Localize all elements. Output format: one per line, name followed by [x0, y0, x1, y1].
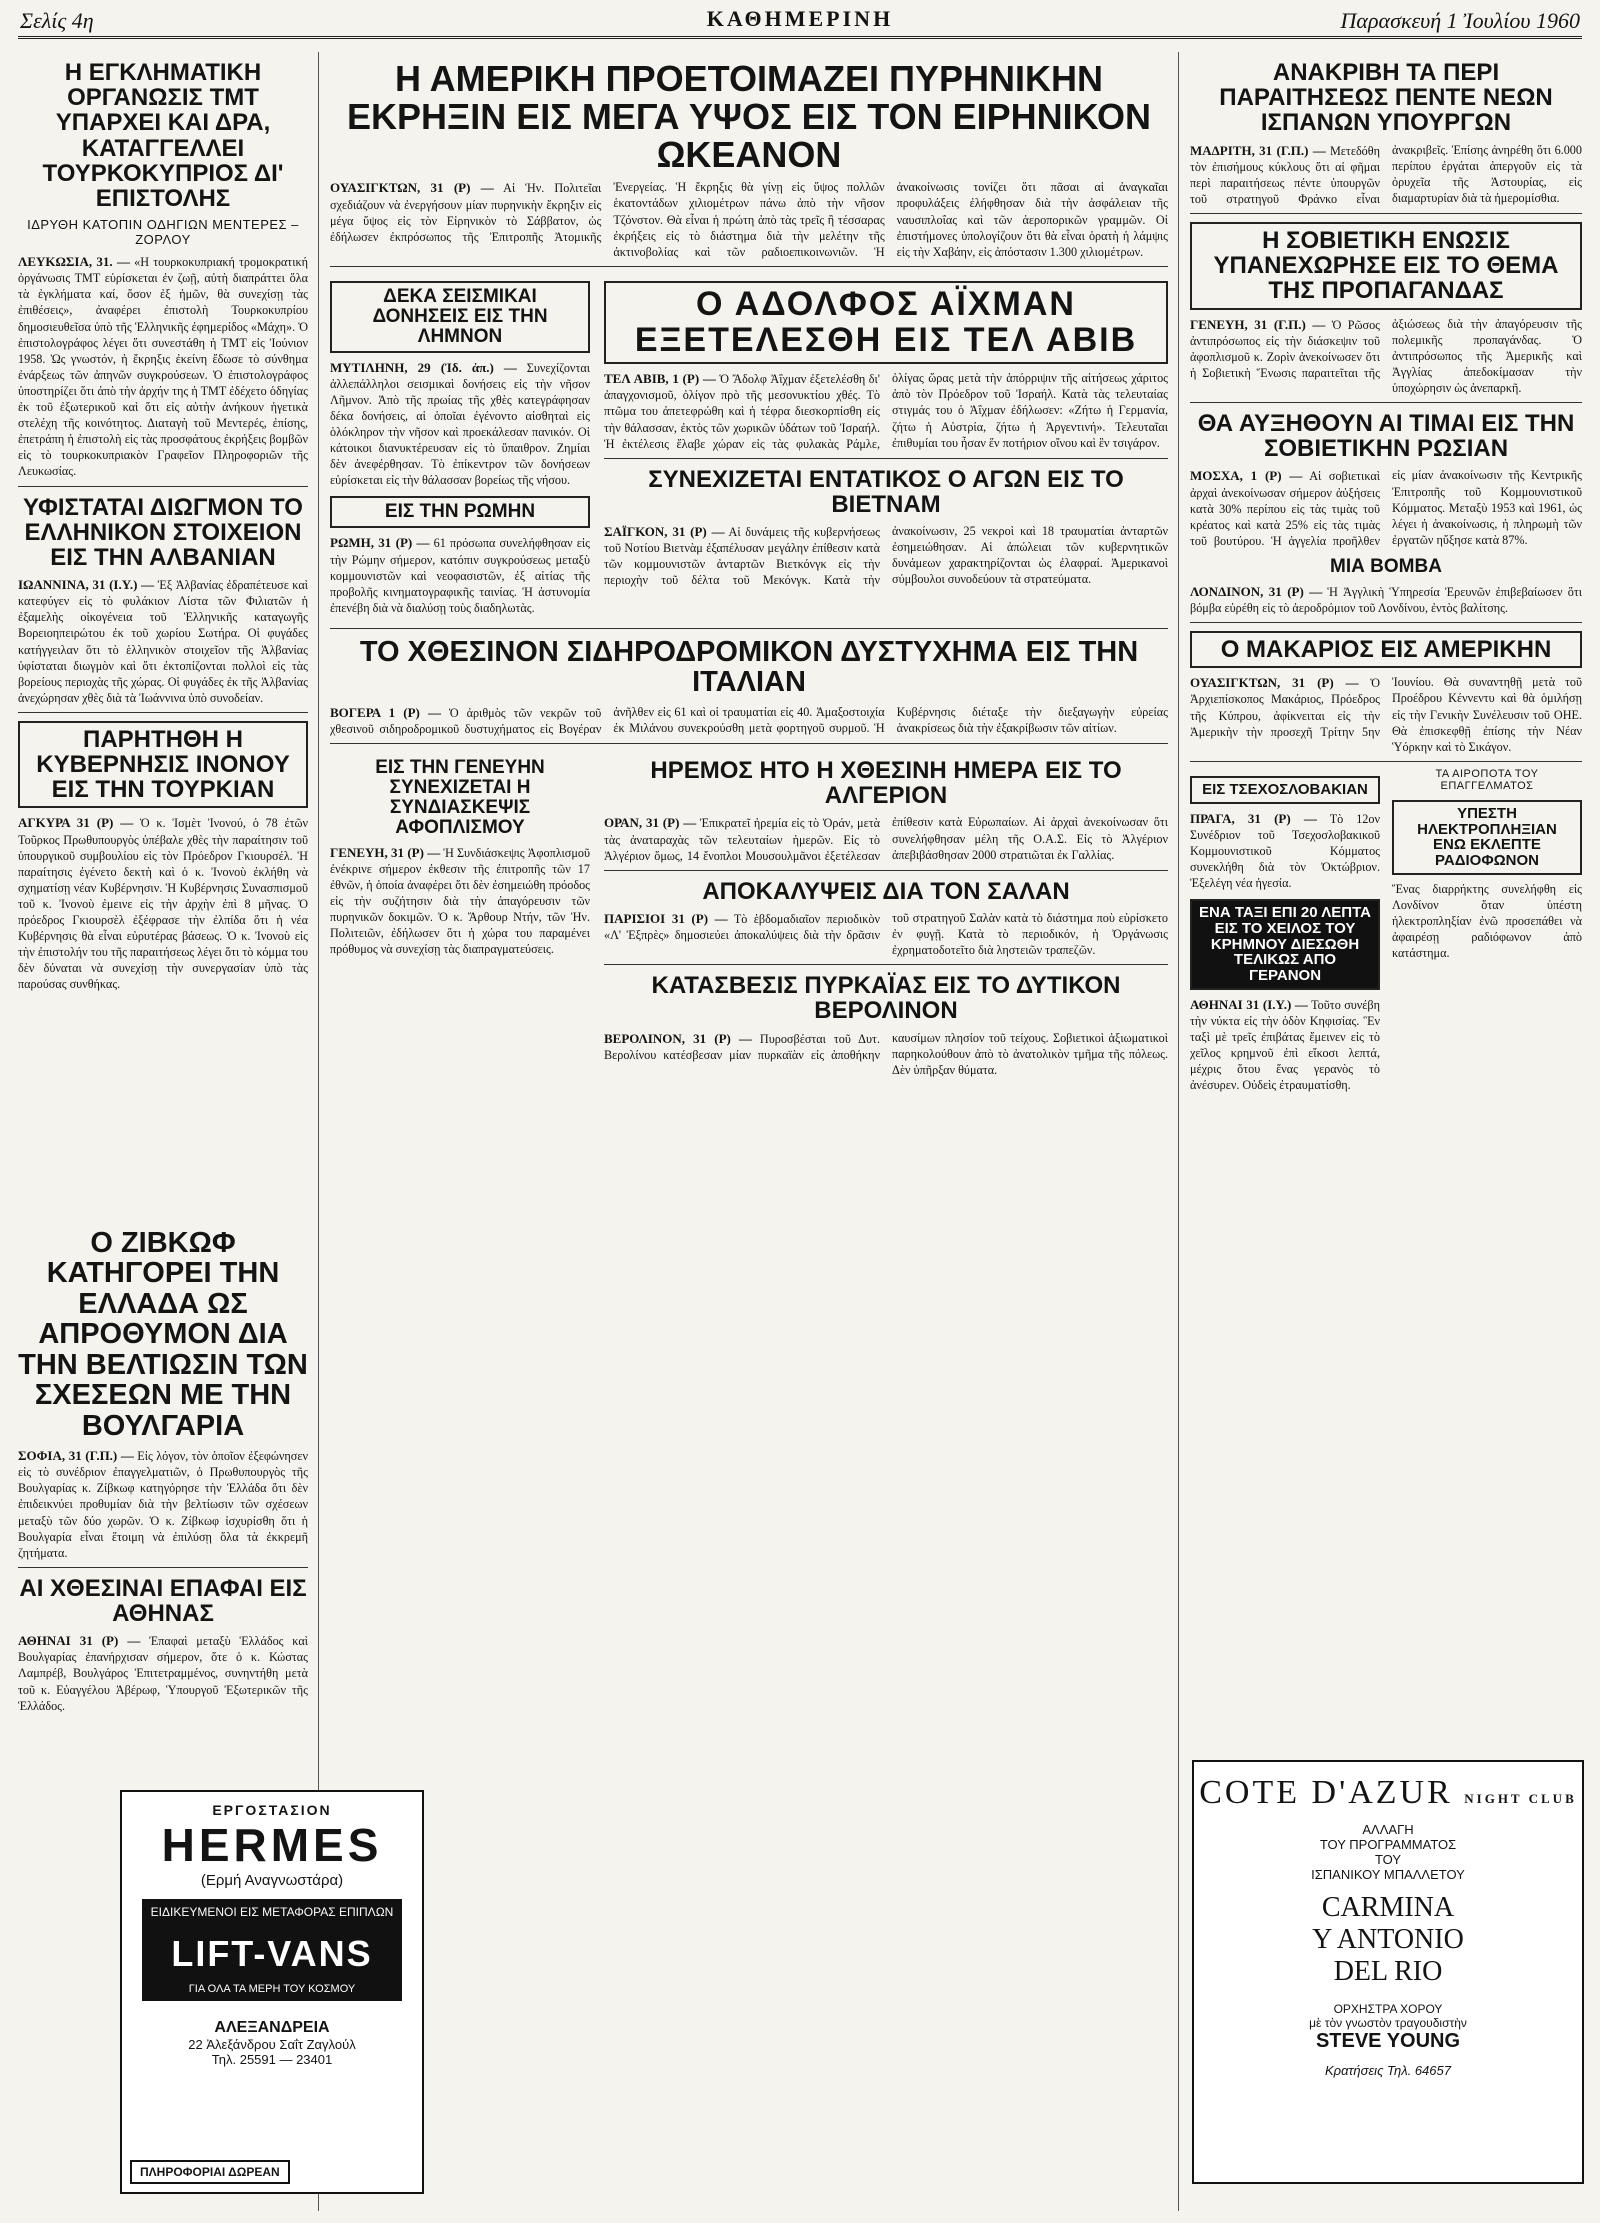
article-text: Αἱ δυνάμεις τῆς κυβερνήσεως τοῦ Νοτίου Βιετνὰμ ἐξαπέλυσαν μεγάλην ἐπίθεσιν κατὰ τῶν κομμουνιστῶν ἀνταρτῶν Βιετκόνγκ εἰς τὴν περιοχὴν τοῦ δέλτα τοῦ Μεκόνγκ. Κατὰ τὴν ἀνακοίνωσιν, 25 νεκροὶ καὶ 18 τραυματίαι ἀνταρτῶν ἐσημειώθησαν. Αἱ ἀπώλειαι τῶν κυβερνητικῶν δυνάμεων χαρακτηρίζονται ὡς ἐλαφραί. Ἀμερικανοὶ σύμβουλοι συνοδεύουν τὰ στρατεύματα. — [604, 524, 1168, 588]
ad-cote-line3: ΤΟΥ — [1374, 1852, 1402, 1867]
article-body — [604, 814, 1168, 863]
article-text: Ὁ Ἄδολφ Ἀΐχμαν ἐξετελέσθη δι' ἀπαγχονισμοῦ, ὀλίγον πρὸ τῆς μεσονυκτίου χθές. Τὸ πτῶμα του ἀπετεφρώθη καὶ ἡ τέφρα διεσκορπίσθη εἰς τὴν θάλασσαν, ἐκτὸς τῶν χωρικῶν ὑδάτων τοῦ Ἰσραήλ. Ἡ ἐκτέλεσις ἔλαβε χώραν εἰς τὰς φυλακὰς Ράμλε, ὀλίγας ὥρας μετὰ τὴν ἀπόρριψιν τῆς αἰτήσεως χάριτος ἀπὸ τὸν Πρόεδρον τοῦ Ἰσραήλ. Κατὰ τὰς τελευταίας στιγμάς του ὁ Ἀΐχμαν ἐδήλωσεν: «Ζήτω ἡ Γερμανία, ζήτω ἡ Αὐστρία, ζήτω ἡ Ἀργεντινή». Τελευταῖαι ἐπιθυμίαι του ἦσαν ἕν ποτήριον οἴνου καὶ ἓν τσιγάρον. — [604, 371, 1168, 451]
dateline: ΛΕΥΚΩΣΙΑ, 31. — — [18, 254, 131, 270]
headline: Ο ΜΑΚΑΡΙΟΣ ΕΙΣ ΑΜΕΡΙΚΗΝ — [1190, 631, 1582, 668]
headline: Ο ΖΙΒΚΩΦ ΚΑΤΗΓΟΡΕΙ ΤΗΝ ΕΛΛΑΔΑ ΩΣ ΑΠΡΟΘΥΜΟΝ ΔΙΑ ΤΗΝ ΒΕΛΤΙΩΣΙΝ ΤΩΝ ΣΧΕΣΕΩΝ ΜΕ ΤΗΝ ΒΟΥΛΓΑΡΙΑ — [18, 1227, 308, 1442]
ad-hermes-city: ΑΛΕΞΑΝΔΡΕΙΑ — [214, 2019, 330, 2036]
article-body — [330, 704, 1168, 737]
ad-cote-line2: ΤΟΥ ΠΡΟΓΡΑΜΜΑΤΟΣ — [1319, 1837, 1457, 1852]
article-salan — [604, 879, 1168, 958]
right-left-stack — [1190, 768, 1380, 1100]
ad-cote-reservations: Κρατήσεις Τηλ. 64657 — [1325, 2063, 1451, 2078]
dateline: ΣΟΦΙΑ, 31 (Γ.Π.) — — [18, 1448, 134, 1464]
dateline: ΟΥΑΣΙΓΚΤΩΝ, 31 (Ρ) — — [1190, 675, 1359, 691]
dateline: ΟΡΑΝ, 31 (Ρ) — — [604, 815, 697, 831]
dateline: ΒΟΓΕΡΑ 1 (Ρ) — — [330, 704, 442, 720]
article-body — [604, 370, 1168, 452]
article-text: Αἱ Ἡν. Πολιτεῖαι σχεδιάζουν νὰ ἐνεργήσουν μίαν πυρηνικὴν ἔκρηξιν εἰς μέγα ὕψος εἰς τὸν Εἰρηνικὸν τὸ Σάββατον, ὡς ἐδήλωσεν ἐκπρόσωπος τῆς Ἐπιτροπῆς Ἀτομικῆς Ἐνεργείας. Ἡ ἔκρηξις θὰ γίνῃ εἰς ὕψος πολλῶν ἑκατοντάδων χιλιομέτρων πάνω ἀπὸ τὴν νῆσον Τζόνστον. Θὰ εἶναι ἡ πρώτη ἀπὸ τὰς τρεῖς ἢ τέσσαρας ἐκρήξεις εἰς τὸ διάστημα διὰ τὴν μελέτην τῆς ἀκτινοβολίας καὶ τῶν ραδιοεπικοινωνιῶν. Ἡ ἀνακοίνωσις τονίζει ὅτι πᾶσαι αἱ ἀναγκαῖαι προφυλάξεις ἐλήφθησαν διὰ τὴν ἀσφάλειαν τῆς ναυσιπλοΐας καὶ τῶν ἀεροπορικῶν γραμμῶν. Οἱ ἐπιστήμονες ὑπολογίζουν ὅτι θὰ εἶναι ὁρατὴ ἡ λάμψις εἰς τὴν Χαβάην, εἰς ἀπόστασιν 1.300 χιλιομέτρων. — [330, 180, 1168, 259]
dateline: ΙΩΑΝΝΙΝΑ, 31 (Ι.Υ.) — — [18, 577, 155, 593]
headline: ΑΝΑΚΡΙΒΗ ΤΑ ΠΕΡΙ ΠΑΡΑΙΤΗΣΕΩΣ ΠΕΝΤΕ ΝΕΩΝ ΙΣΠΑΝΩΝ ΥΠΟΥΡΓΩΝ — [1219, 59, 1553, 137]
article-text: Ὁ κ. Ἰσμὲτ Ἰνονού, ὁ 78 ἐτῶν Τοῦρκος Πρωθυπουργὸς ὑπέβαλε χθὲς τὴν παραίτησιν τοῦ ὑπουργικοῦ συμβουλίου εἰς τὸν Πρόεδρον Γκιουρσέλ. Ἡ παραίτησις ἐγένετο δεκτὴ καὶ ὁ κ. Ἰνονοὺ ἐκλήθη νὰ σχηματίσῃ νέαν Κυβέρνησιν. Ἡ Κυβέρνησις Συνασπισμοῦ τοῦ κ. Ἰνονοὺ ἐμεινε εἰς τὴν ἀρχὴν ἐπὶ 8 μῆνας. Ὁ πρόεδρος Γκιουρσὲλ ἐξέφρασε τὴν ἐλπίδα ὅτι ἡ νέα Κυβέρνησις θὰ εἶναι εὐρυτέρας βάσεως. Ὁ κ. Ἰνονοὺ εἰς τὴν ἐπιστολήν του τῆς παραιτήσεως λέγει ὅτι τὸ κόμμα του δὲν δύναται νὰ συνεχίσῃ τὴν συνεργασίαν ὑπὸ τὰς παρούσας συνθήκας. — [18, 816, 308, 992]
article-berlin-fire — [604, 973, 1168, 1078]
article-lemnos — [330, 281, 590, 489]
ad-hermes-kicker: ΕΡΓΟΣΤΑΣΙΟΝ — [212, 1802, 332, 1818]
column-rule — [1178, 52, 1179, 2211]
dateline: ΜΟΣΧΑ, 1 (Ρ) — — [1190, 468, 1303, 484]
article-bomb — [1190, 557, 1582, 616]
headline: ΑΙ ΧΘΕΣΙΝΑΙ ΕΠΑΦΑΙ ΕΙΣ ΑΘΗΝΑΣ — [19, 1574, 307, 1627]
article-zhivkov — [18, 1228, 308, 1561]
article-body — [604, 910, 1168, 958]
folio-page-number: Σελίς 4η — [20, 8, 94, 33]
right-right-stack — [1392, 768, 1582, 1100]
ad-hermes-owner: (Ερμή Αναγνωστάρα) — [200, 1872, 344, 1889]
center-left-stack — [330, 273, 590, 622]
ad-hermes-address: 22 Ἀλεξάνδρου Σαΐτ Ζαγλούλ — [188, 2037, 356, 2052]
article-body — [1190, 316, 1582, 396]
article-body — [604, 523, 1168, 588]
ad-hermes-name: HERMES — [161, 1819, 383, 1871]
article-soviet-prices — [1190, 411, 1582, 549]
headline: Η ΕΓΚΛΗΜΑΤΙΚΗ ΟΡΓΑΝΩΣΙΣ ΤΜΤ ΥΠΑΡΧΕΙ ΚΑΙ ΔΡΑ, ΚΑΤΑΓΓΕΛΛΕΙ ΤΟΥΡΚΟΚΥΠΡΙΟΣ ΔΙ' ΕΠΙΣΤΟΛΗΣ — [42, 59, 284, 212]
headline: ΕΙΣ ΤΗΝ ΓΕΝΕΥΗΝ ΣΥΝΕΧΙΖΕΤΑΙ Η ΣΥΝΔΙΑΣΚΕΨΙΣ ΑΦΟΠΛΙΣΜΟΥ — [375, 757, 545, 838]
dateline: ΓΕΝΕΥΗ, 31 (Ρ) — — [330, 844, 441, 860]
divider — [330, 743, 1168, 744]
article-body — [18, 1447, 308, 1561]
dateline: ΑΘΗΝΑΙ 31 (Ι.Υ.) — — [1190, 996, 1308, 1012]
article-text: Ἐξ Ἀλβανίας ἐδραπέτευσε καὶ κατεφύγεν εἰς τὸ φυλάκιον Λίστα τῶν Φιλιατῶν ἡ ἐξαμελὴς οἰκογένεια τοῦ Ἑλληνικῆς καταγωγῆς Βορειοηπειρώτου ἐκ τοῦ χωρίου Σωτήρα. Οἱ φυγάδες κατήγγειλαν ὅτι τὸ ἑλληνικὸν στοιχεῖον τῆς Ἀλβανίας ὑφίσταται διωγμὸν καὶ ὅτι ἐκτοπίζονται πολλοὶ εἰς τὰς βορείους περιοχὰς τῆς χώρας. Οἱ φυγάδες ἐκ τῆς Ἀλβανίας ἀνεχώρησαν χθὲς διὰ τὰ Ἰωάννινα ὑπὸ συνοδείαν. — [18, 578, 308, 705]
dateline: ΜΑΔΡΙΤΗ, 31 (Γ.Π.) — — [1190, 142, 1326, 158]
ad-hermes-sub: ΓΙΑ ΟΛΑ ΤΑ ΜΕΡΗ ΤΟΥ ΚΟΣΜΟΥ — [142, 1983, 402, 2001]
article-text: Ὁ Ἀρχιεπίσκοπος Μακάριος, Πρόεδρος τῆς Κύπρου, ἀφίκνειται εἰς τὴν Ἀμερικὴν τὴν προσεχῆ Τρίτην 5ην Ἰουνίου. Θὰ συναντηθῇ μετὰ τοῦ Προέδρου Κέννεντυ καὶ θὰ ὁμιλήσῃ εἰς τὴν Γενικὴν Συνέλευσιν τοῦ ΟΗΕ. Θὰ ἐπισκεφθῇ ἐπίσης τὴν Νέαν Ὑόρκην καὶ τὸ Σικάγον. — [1190, 675, 1582, 754]
column-left-lower — [18, 1220, 308, 1780]
headline: ΜΙΑ ΒΟΜΒΑ — [1330, 555, 1442, 577]
article-text: Συνεχίζονται ἀλλεπάλληλοι σεισμικαὶ δονήσεις εἰς τὴν νῆσον Λῆμνον. Ἀπὸ τῆς πρωίας τῆς χθὲς κατεγράφησαν δέκα δονήσεις, αἱ ὁποῖαι ἐγένοντο αἰσθηταὶ εἰς ὁλόκληρον τὴν νῆσον καὶ προεκάλεσαν πανικόν. Οἱ κάτοικοι διανυκτέρευσαν εἰς τὸ ὕπαιθρον. Ζημίαι δὲν ἀνεφέρθησαν. Τὸ ἐπίκεντρον τῶν δονήσεων εὑρίσκεται εἰς τὴν θάλασσαν βορείως τῆς νήσου. — [330, 360, 591, 488]
dateline: ΒΕΡΟΛΙΝΟΝ, 31 (Ρ) — — [604, 1030, 752, 1046]
article-nuclear-test — [330, 60, 1168, 260]
headline: Η ΑΜΕΡΙΚΗ ΠΡΟΕΤΟΙΜΑΖΕΙ ΠΥΡΗΝΙΚΗΝ ΕΚΡΗΞΙΝ ΕΙΣ ΜΕΓΑ ΥΨΟΣ ΕΙΣ ΤΟΝ ΕΙΡΗΝΙΚΟΝ ΩΚΕΑΝΟΝ — [347, 58, 1151, 175]
divider — [18, 712, 308, 713]
kicker: ΤΑ ΑΙΡΟΠΟΤΑ ΤΟΥ ΕΠΑΓΓΕΛΜΑΤΟΣ — [1435, 767, 1539, 792]
ad-cote-title — [1194, 1774, 1582, 1812]
headline: ΠΑΡΗΤΗΘΗ Η ΚΥΒΕΡΝΗΣΙΣ ΙΝΟΝΟΥ ΕΙΣ ΤΗΝ ΤΟΥΡΚΙΑΝ — [18, 721, 308, 809]
article-body — [18, 253, 308, 479]
article-makarios — [1190, 631, 1582, 755]
article-text: Εἰς λόγον, τὸν ὁποῖον ἐξεφώνησεν εἰς τὸ συνέδριον ἐπαγγελματιῶν, ὁ Πρωθυπουργὸς τῆς Βουλγαρίας κ. Ζίβκωφ κατηγόρησε τὴν Ἑλλάδα ὅτι δὲν ἐπιδεικνύει προθυμίαν διὰ τὴν βελτίωσιν τῶν σχέσεων μεταξὺ τῶν δύο χωρῶν. Ὁ κ. Ζίβκωφ ἰσχυρίσθη ὅτι ἡ Βουλγαρία εἶναι ἕτοιμη νὰ ἐπιλύσῃ ὅλα τὰ ἐκκρεμῆ ζητήματα. — [18, 1449, 308, 1560]
article-text: Ὁ Ρῶσος ἀντιπρόσωπος εἰς τὴν διάσκεψιν τοῦ ἀφοπλισμοῦ κ. Ζορὶν ἀνεκοίνωσεν ὅτι ἡ Σοβιετικὴ Ἕνωσις παραιτεῖται τῆς ἀξιώσεως διὰ τὴν ἀπαγόρευσιν τῆς πολεμικῆς προπαγάνδας. Ὁ ἀντιπρόσωπος τῆς Ἀμερικῆς καὶ Ἀγγλίας ἀπεδοκίμασαν τὴν ὑποχώρησιν ὡς ἀνεπαρκῆ. — [1190, 316, 1582, 395]
dateline: ΤΕΛ ΑΒΙΒ, 1 (Ρ) — — [604, 371, 716, 387]
article-body — [1190, 996, 1380, 1094]
headline: Η ΣΟΒΙΕΤΙΚΗ ΕΝΩΣΙΣ ΥΠΑΝΕΧΩΡΗΣΕ ΕΙΣ ΤΟ ΘΕΜΑ ΤΗΣ ΠΡΟΠΑΓΑΝΔΑΣ — [1190, 222, 1582, 310]
center-right-stack-2 — [604, 750, 1168, 1084]
article-italy-rail — [330, 637, 1168, 737]
article-soviet-propaganda — [1190, 222, 1582, 396]
divider — [604, 964, 1168, 965]
center-left-stack-2 — [330, 750, 590, 1084]
article-body — [1190, 583, 1582, 616]
headline: ΑΠΟΚΑΛΥΨΕΙΣ ΔΙΑ ΤΟΝ ΣΑΛΑΝ — [702, 877, 1070, 905]
ad-cote-dazur — [1192, 1760, 1584, 2184]
center-row-2 — [330, 750, 1168, 1084]
ad-cote-show3: DEL RIO — [1333, 1956, 1443, 1987]
article-body — [330, 359, 590, 489]
divider — [604, 458, 1168, 459]
divider — [1190, 402, 1582, 403]
article-body — [1190, 142, 1582, 207]
headline: Ο ΑΔΟΛΦΟΣ ΑΪΧΜΑΝ ΕΞΕΤΕΛΕΣΘΗ ΕΙΣ ΤΕΛ ΑΒΙΒ — [604, 281, 1168, 364]
ad-cote-club: NIGHT CLUB — [1464, 1791, 1577, 1806]
article-text: Τὸ ἑβδομαδιαῖον περιοδικὸν «Λ' Ἐξπρὲς» δημοσιεύει ἀποκαλύψεις διὰ τὴν δρᾶσιν τοῦ στρατηγοῦ Σαλὰν κατὰ τὸ διάστημα ποὺ εὑρίσκετο ἐν φυγῇ. Κατὰ τὸ περιοδικόν, ἡ Ὀργάνωσις ἐχρηματοδοτεῖτο διὰ ληστειῶν τραπεζῶν. — [604, 910, 1168, 958]
dateline: ΠΑΡΙΣΙΟΙ 31 (Ρ) — — [604, 910, 728, 926]
dateline: ΓΕΝΕΥΗ, 31 (Γ.Π.) — — [1190, 316, 1326, 332]
article-body — [1190, 467, 1582, 549]
folio-masthead: ΚΑΘΗΜΕΡΙΝΗ — [706, 6, 894, 31]
headline: ΣΥΝΕΧΙΖΕΤΑΙ ΕΝΤΑΤΙΚΟΣ Ο ΑΓΩΝ ΕΙΣ ΤΟ ΒΙΕΤΝΑΜ — [648, 465, 1124, 518]
article-body — [18, 1632, 308, 1714]
article-body — [330, 844, 590, 958]
ad-cote-line4: ΙΣΠΑΝΙΚΟΥ ΜΠΑΛΛΕΤΟΥ — [1311, 1867, 1465, 1882]
ad-cote-singer: STEVE YOUNG — [1315, 2030, 1461, 2052]
article-text: Ἡ Ἀγγλικὴ Ὑπηρεσία Ἐρευνῶν ἐπιβεβαίωσεν ὅτι βόμβα εὑρέθη εἰς τὸ ἀεροδρόμιον τοῦ Λονδίνου, ἐντὸς βαλίτσης. — [1190, 584, 1582, 616]
divider — [1190, 622, 1582, 623]
article-tmt — [18, 60, 308, 480]
column-left — [18, 52, 308, 1212]
headline: ΗΡΕΜΟΣ ΗΤΟ Η ΧΘΕΣΙΝΗ ΗΜΕΡΑ ΕΙΣ ΤΟ ΑΛΓΕΡΙΟΝ — [650, 757, 1122, 810]
dateline: ΜΥΤΙΛΗΝΗ, 29 (Ἰδ. ἀπ.) — — [330, 359, 517, 375]
subheadline: ΙΔΡΥΘΗ ΚΑΤΟΠΙΝ ΟΔΗΓΙΩΝ ΜΕΝΤΕΡΕΣ – ΖΟΡΛΟΥ — [27, 217, 299, 248]
dateline: ΡΩΜΗ, 31 (Ρ) — — [330, 535, 430, 551]
article-eichmann — [604, 281, 1168, 452]
headline: ΥΠΕΣΤΗ ΗΛΕΚΤΡΟΠΛΗΞΙΑΝ ΕΝΩ ΕΚΛΕΠΤΕ ΡΑΔΙΟΦΩΝΟΝ — [1392, 800, 1582, 875]
article-vietnam — [604, 467, 1168, 589]
ad-cote-show1: CARMINA — [1321, 1892, 1455, 1923]
article-text: Πυροσβέσται τοῦ Δυτ. Βερολίνου κατέσβεσαν μίαν πυρκαϊὰν εἰς ἀποθήκην καυσίμων πλησίον τοῦ τείχους. Σοβιετικοὶ ἀξιωματικοὶ παρηκολούθουν ἀπὸ τὸ ἀνατολικὸν τμῆμα τῆς πόλεως. Δὲν ὑπῆρξαν θύματα. — [604, 1030, 1168, 1077]
article-algeria — [604, 758, 1168, 864]
dateline: ΣΑΪΓΚΟΝ, 31 (Ρ) — — [604, 524, 725, 540]
ad-hermes-phone: Τηλ. 25591 — 23401 — [211, 2052, 333, 2067]
article-albania — [18, 495, 308, 706]
article-body — [1190, 810, 1380, 892]
ad-hermes-product: LIFT-VANS — [142, 1925, 402, 1983]
article-text: Ἐπικρατεῖ ἠρεμία εἰς τὸ Ὀράν, μετὰ τὰς ἀναταραχὰς τῶν τελευταίων ἡμερῶν. Εἰς τὸ Ἀλγέριον ὅμως, 14 ἔνοπλοι Μουσουλμᾶνοι ἐξετέλεσαν ἐπίθεσιν κατὰ Εὐρωπαίων. Αἱ ἀρχαὶ ἀνεκοίνωσαν ὅτι συνελήφθησαν μέλη τῆς Ο.Α.Σ. Εἰς τὸ Ἀλγέριον ἀπεβιβάσθησαν 2000 στρατιῶται ἐκ Γαλλίας. — [604, 815, 1168, 863]
headline: ΤΟ ΧΘΕΣΙΝΟΝ ΣΙΔΗΡΟΔΡΟΜΙΚΟΝ ΔΥΣΤΥΧΗΜΑ ΕΙΣ ΤΗΝ ΙΤΑΛΙΑΝ — [359, 635, 1139, 699]
center-row — [330, 273, 1168, 622]
article-czechoslovakia — [1190, 776, 1380, 891]
article-text: Τὸ 12ον Συνέδριον τοῦ Τσεχοσλοβακικοῦ Κομμουνιστικοῦ Κόμματος συνεκλήθη διὰ τὸν Ὀκτώβριον. Ἐξελέγη νέα ἡγεσία. — [1190, 811, 1381, 890]
center-right-stack — [604, 273, 1168, 622]
dateline: ΑΓΚΥΡΑ 31 (Ρ) — — [18, 815, 134, 831]
page-folio — [18, 6, 1582, 39]
article-text: Αἱ σοβιετικαὶ ἀρχαὶ ἀνεκοίνωσαν σήμερον ἀὐξήσεις κατὰ 30% περίπου εἰς τὰς τιμὰς τοῦ κρέατος καὶ κατὰ 25% εἰς τὰς τιμὰς τοῦ βουτύρου. Ἡ ἀγγελία προῆλθεν εἰς μίαν ἀνακοίνωσιν τῆς Κεντρικῆς Ἐπιτροπῆς τοῦ Κομμουνιστικοῦ Κόμματος. Μεταξὺ 1953 καὶ 1961, ὡς λέγει ἡ ἀνακοίνωσις, ἡ πληρωμὴ τῶν ἐργατῶν ηὔξησε κατὰ 87%. — [1190, 468, 1582, 548]
divider — [1190, 213, 1582, 214]
dateline: ΑΘΗΝΑΙ 31 (Ρ) — — [18, 1633, 141, 1649]
article-text: «Η τουρκοκυπριακή τρομοκρατική ὀργάνωσις ΤΜΤ εὑρίσκεται ἐν ζωῇ, αὐτὴ διαπράττει ὅλα τὰ ἐγκλήματα καί, ὅσον ἐξ ἡμῶν, θὰ συνεχίσῃ τὰς ἐπιθέσεις», ἀναφέρει ἐπιστολὴ Τουρκοκυπρίου δημοσιευθεῖσα ὑπὸ τῆς Ἑλληνικῆς ἐφημερίδος «Μάχη». Ὁ ἐπιστολογράφος λέγει ὅτι συνεστάθη ἡ ΤΜΤ εἰς Ἰούνιον 1958. Ὡς γνωστόν, ἡ ἔκρηξις ἐκείνη ἔδωσε τὸ σύνθημα ἐνάρξεως τῶν ἀπηνῶν συγκρούσεων. Ὁ ἐπιστολογράφος ὑποστηρίζει ὅτι ἀπὸ τὴν ἀρχήν της ἡ ΤΜΤ ἐδέχετο ὁδηγίας ἐκ τοῦ ἐξωτερικοῦ καὶ ὅτι εἰς αὐτὴν ἀνήκουν ἡγετικὰ στελέχη τῆς κοινότητος. Διαταγὴ τοῦ Μεντερές, ἐπίσης, ἐπετράπη ἡ ἐπιστολὴ εἰς τὰς προσφάτους ἐκρήξεις βομβῶν εἰς τὸ τουρκοκυπριακὸν Γραφεῖον Πληροφοριῶν τῆς Λευκωσίας. — [18, 255, 308, 479]
right-row — [1190, 768, 1582, 1100]
article-body — [330, 179, 1168, 259]
divider — [330, 266, 1168, 267]
article-text: Ἡ Συνδιάσκεψις Ἀφοπλισμοῦ ἐνέκρινε σήμερον ἐκθεσιν τῆς ἐπιτροπῆς τῶν 17 ἐθνῶν, ἡ ὁποία ἀναφέρει ὅτι δὲν ἐσημειώθη πρόοδος εἰς τὴν συζήτησιν διὰ τὴν ἀπαγόρευσιν τῶν πυρηνικῶν δοκιμῶν. Ὁ κ. Ἄρθουρ Ντήν, τῶν Ἡν. Πολιτειῶν, ἐδήλωσεν ὅτι ἡ χώρα του παραμένει πρόθυμος νὰ συνεχίσῃ τὰς διαπραγματεύσεις. — [330, 845, 591, 957]
article-body — [18, 814, 308, 992]
column-center — [330, 52, 1168, 2202]
divider — [18, 1567, 308, 1568]
article-body — [604, 1030, 1168, 1078]
ad-cote-orchestra: ΟΡΧΗΣΤΡΑ ΧΟΡΟΥ — [1333, 2002, 1443, 2016]
divider — [18, 486, 308, 487]
headline: ΕΝΑ ΤΑΞΙ ΕΠΙ 20 ΛΕΠΤΑ ΕΙΣ ΤΟ ΧΕΙΛΟΣ ΤΟΥ ΚΡΗΜΝΟΥ ΔΙΕΣΩΘΗ ΤΕΛΙΚΩΣ ΑΠΟ ΓΕΡΑΝΟΝ — [1190, 899, 1380, 990]
article-body — [330, 534, 590, 616]
dateline: ΟΥΑΣΙΓΚΤΩΝ, 31 (Ρ) — — [330, 180, 494, 196]
ad-hermes-tag: ΕΙΔΙΚΕΥΜΕΝΟΙ ΕΙΣ ΜΕΤΑΦΟΡΑΣ ΕΠΙΠΛΩΝ — [142, 1899, 402, 1925]
article-geneva-disarmament — [330, 758, 590, 957]
article-body — [1190, 674, 1582, 754]
article-inonu — [18, 721, 308, 993]
divider — [330, 628, 1168, 629]
article-body — [18, 576, 308, 706]
folio-date: Παρασκευή 1 Ἰουλίου 1960 — [1340, 8, 1580, 33]
headline: ΕΙΣ ΤΣΕΧΟΣΛΟΒΑΚΙΑΝ — [1190, 776, 1380, 804]
column-right — [1190, 52, 1582, 1712]
dateline: ΛΟΝΔΙΝΟΝ, 31 (Ρ) — — [1190, 583, 1323, 599]
divider — [1190, 761, 1582, 762]
dateline: ΠΡΑΓΑ, 31 (Ρ) — — [1190, 810, 1317, 826]
headline: ΕΙΣ ΤΗΝ ΡΩΜΗΝ — [330, 496, 590, 528]
ad-cote-name: COTE D'AZUR — [1199, 1774, 1453, 1811]
ad-cote-with: μὲ τὸν γνωστὸν τραγουδιστὴν — [1309, 2016, 1467, 2030]
ad-cote-line1: ΑΛΛΑΓΗ — [1362, 1822, 1414, 1837]
article-text: Τοῦτο συνέβη τὴν νύκτα εἰς τὴν ὁδὸν Κηφισίας. Ἓν ταξὶ μὲ τρεῖς ἐπιβάτας ἔμεινεν εἰς τὸ χεῖλος κρημνοῦ ἐπὶ εἴκοσι λεπτά, μέχρις ὅτου ἕνας γερανὸς τὸ ἀνέσυρεν. Οὐδεὶς ἐτραυματίσθη. — [1190, 997, 1380, 1093]
article-text: 61 πρόσωπα συνελήφθησαν εἰς τὴν Ρώμην σήμερον, κατόπιν συγκρούσεως μεταξὺ κομμουνιστῶν καὶ νεοφασιστῶν, ἐξ αἰτίας τῆς προβολῆς κινηματογραφικῆς ταινίας. Ἡ ἀστυνομία ἐπενέβη διὰ νὰ διαλύσῃ τοὺς διαδηλωτὰς. — [330, 536, 591, 615]
article-body — [1392, 881, 1582, 961]
article-taxi — [1190, 899, 1380, 1093]
headline: ΚΑΤΑΣΒΕΣΙΣ ΠΥΡΚΑΪΑΣ ΕΙΣ ΤΟ ΔΥΤΙΚΟΝ ΒΕΡΟΛΙΝΟΝ — [651, 972, 1121, 1025]
divider — [604, 870, 1168, 871]
headline: ΘΑ ΑΥΞΗΘΟΥΝ ΑΙ ΤΙΜΑΙ ΕΙΣ ΤΗΝ ΣΟΒΙΕΤΙΚΗΝ ΡΩΣΙΑΝ — [1197, 410, 1575, 463]
article-text: Ὁ ἀριθμὸς τῶν νεκρῶν τοῦ χθεσινοῦ σιδηροδρομικοῦ δυστυχήματος εἰς Βογέραν ἀνῆλθεν εἰς 61 καὶ οἱ τραυματίαι εἰς 40. Ἀμαξοστοιχία ἐκ Μιλάνου συνεκρούσθη μετὰ φορτηγοῦ συρμοῦ. Ἡ Κυβέρνησις διέταξε τὴν διεξαγωγὴν εὐρείας ἀνακρίσεως διὰ τὴν ἐξακρίβωσιν τῶν αἰτίων. — [330, 704, 1168, 736]
ad-cote-show2: Y ANTONIO — [1312, 1924, 1464, 1955]
headline: ΥΦΙΣΤΑΤΑΙ ΔΙΩΓΜΟΝ ΤΟ ΕΛΛΗΝΙΚΟΝ ΣΤΟΙΧΕΙΟΝ ΕΙΣ ΤΗΝ ΑΛΒΑΝΙΑΝ — [23, 493, 303, 571]
article-text: Ἐπαφαὶ μεταξὺ Ἑλλάδος καὶ Βουλγαρίας ἐπανήρχισαν σήμερον, ὅτε ὁ κ. Κώστας Λαμπρέβ, Βουλγάρος Ἐπιτετραμμένος, συνηντήθη μετὰ τοῦ κ. Εὐαγγέλου Ἀβέρωφ, Ὑπουργοῦ Ἐξωτερικῶν τῆς Ἑλλάδος. — [18, 1634, 308, 1713]
ad-hermes-free-info: ΠΛΗΡΟΦΟΡΙΑΙ ΔΩΡΕΑΝ — [130, 2160, 290, 2184]
article-rome — [330, 496, 590, 615]
article-text: Ἕνας διαρρήκτης συνελήφθη εἰς Λονδίνον ὅταν ὑπέστη ἠλεκτροπληξίαν ἐνῶ προσεπάθει νὰ ἀφαιρέσῃ ραδιόφωνον ἀπὸ κατάστημα. — [1392, 881, 1582, 961]
article-athens-contacts — [18, 1576, 308, 1714]
headline: ΔΕΚΑ ΣΕΙΣΜΙΚΑΙ ΔΟΝΗΣΕΙΣ ΕΙΣ ΤΗΝ ΛΗΜΝΟΝ — [330, 281, 590, 353]
article-spain — [1190, 60, 1582, 207]
article-text: Μετεδόθη τὸν ἐπισήμους κύκλους ὅτι αἱ φῆμαι περὶ παραιτήσεως πέντε ὑπουργῶν τοῦ στρατηγοῦ Φράνκο εἶναι ἀνακριβεῖς. Ἐπίσης ἀνηρέθη ὅτι 6.000 περίπου ἐργάται ἀπεργοῦν εἰς τὰ ὀρυχεῖα τῆς Ἀστουρίας, εἰς διαμαρτυρίαν διὰ τὰ ἡμερομίσθια. — [1190, 142, 1582, 206]
